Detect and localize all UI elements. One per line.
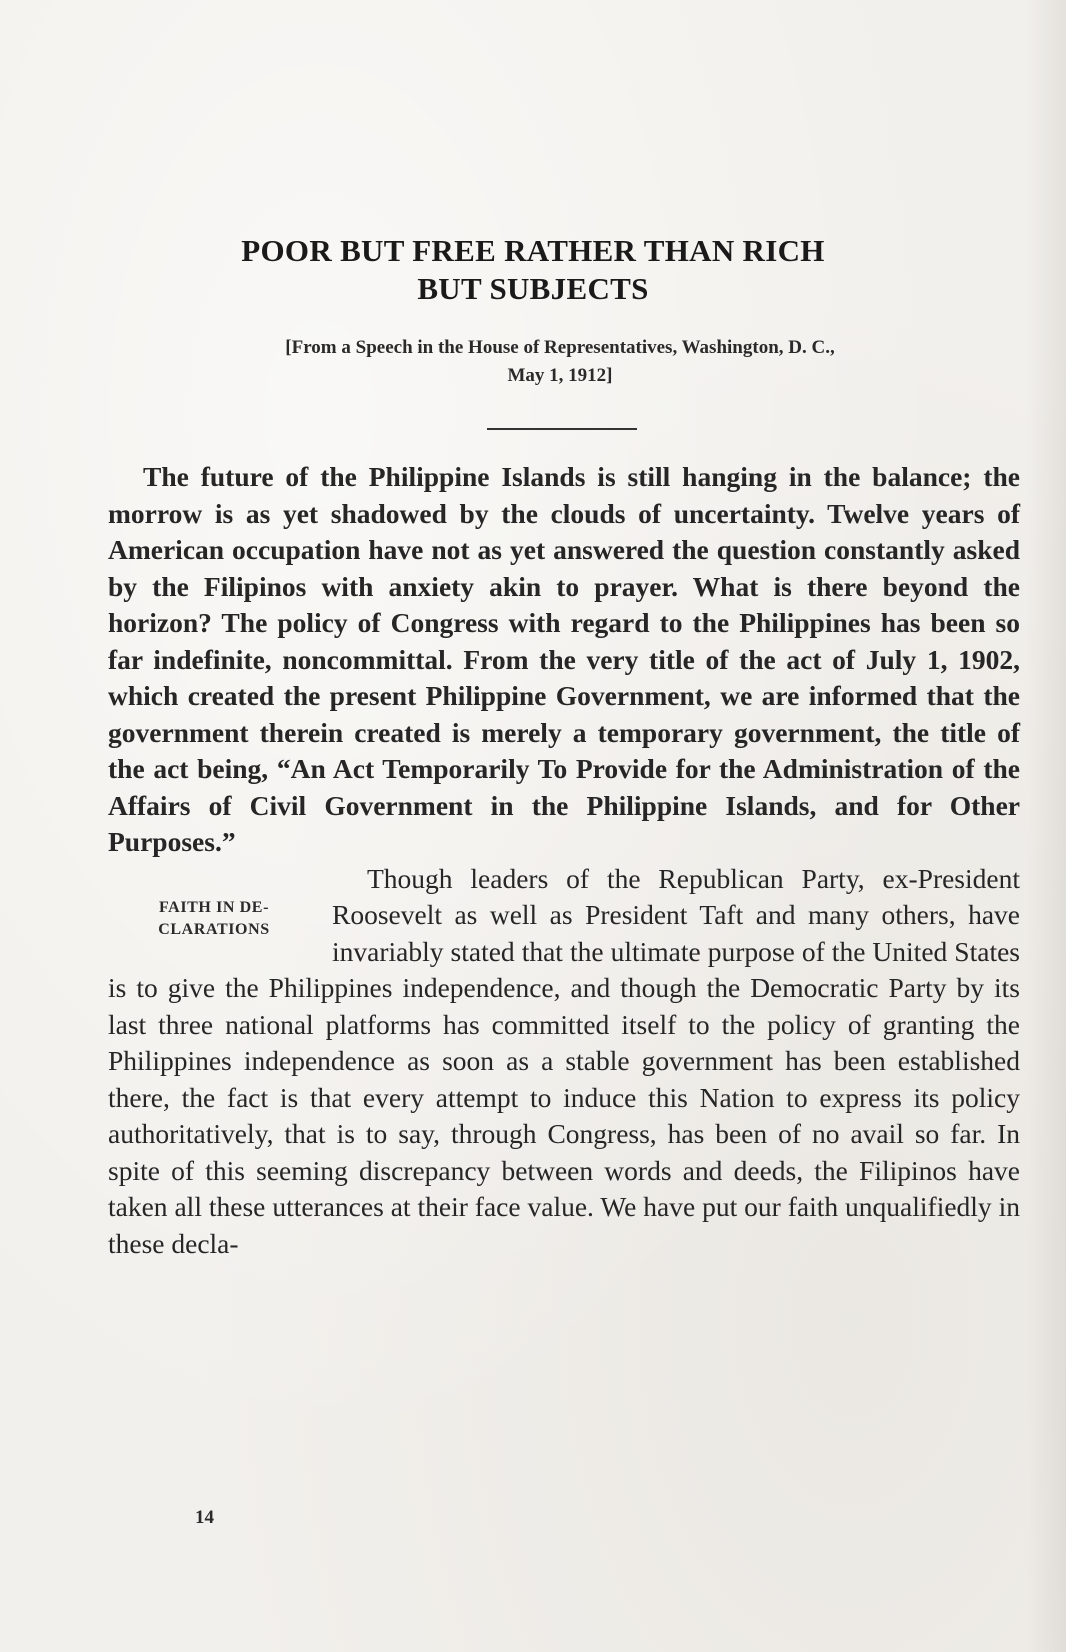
divider-rule bbox=[487, 428, 637, 430]
page-title bbox=[0, 232, 1066, 308]
source-line-1: [From a Speech in the House of Representatives, Washington, D. C., bbox=[285, 337, 835, 358]
body-text bbox=[108, 459, 1020, 1262]
margin-note-line-2: CLARATIONS bbox=[158, 920, 270, 938]
margin-note-line-1: FAITH IN DE- bbox=[158, 898, 270, 916]
paragraph-2-container bbox=[108, 861, 1020, 1263]
paragraph-2: Though leaders of the Republican Party, ex-President Roosevelt as well as President Taft and many others, have invariably stated that the ultimate purpose of the United States is to give the Philippines independence, and though the Democratic Party by its last three national platforms has committed itself to the policy of granting the Philippines independence as soon as a stable government has been established there, the fact is that every attempt to induce this Nation to express its policy authoritatively, that is to say, through Congress, has been of no avail so far. In spite of this seeming discrepancy between words and deeds, the Filipinos have taken all these utterances at their face value. We have put our faith unqualifiedly in these decla- bbox=[108, 862, 1020, 1259]
margin-note bbox=[108, 897, 320, 941]
paragraph-1: The future of the Philippine Islands is still hanging in the balance; the morrow is as yet shadowed by the clouds of uncertainty. Twelve years of American occupation have not as yet answered the question constantly asked by the Filipinos with anxiety akin to prayer. What is there beyond the horizon? The policy of Congress with regard to the Philippines has been so far indefinite, noncommittal. From the very title of the act of July 1, 1902, which created the present Philippine Government, we are informed that the government therein created is merely a temporary government, the title of the act being, “An Act Temporarily To Provide for the Administration of the Affairs of Civil Government in the Philippine Islands, and for Other Purposes.” bbox=[108, 461, 1020, 857]
title-line-1: POOR BUT FREE RATHER THAN RICH bbox=[241, 233, 825, 268]
source-line-2: May 1, 1912] bbox=[507, 365, 613, 386]
page-number: 14 bbox=[195, 1507, 214, 1528]
title-line-2: BUT SUBJECTS bbox=[417, 271, 649, 306]
source-note bbox=[100, 334, 1020, 390]
